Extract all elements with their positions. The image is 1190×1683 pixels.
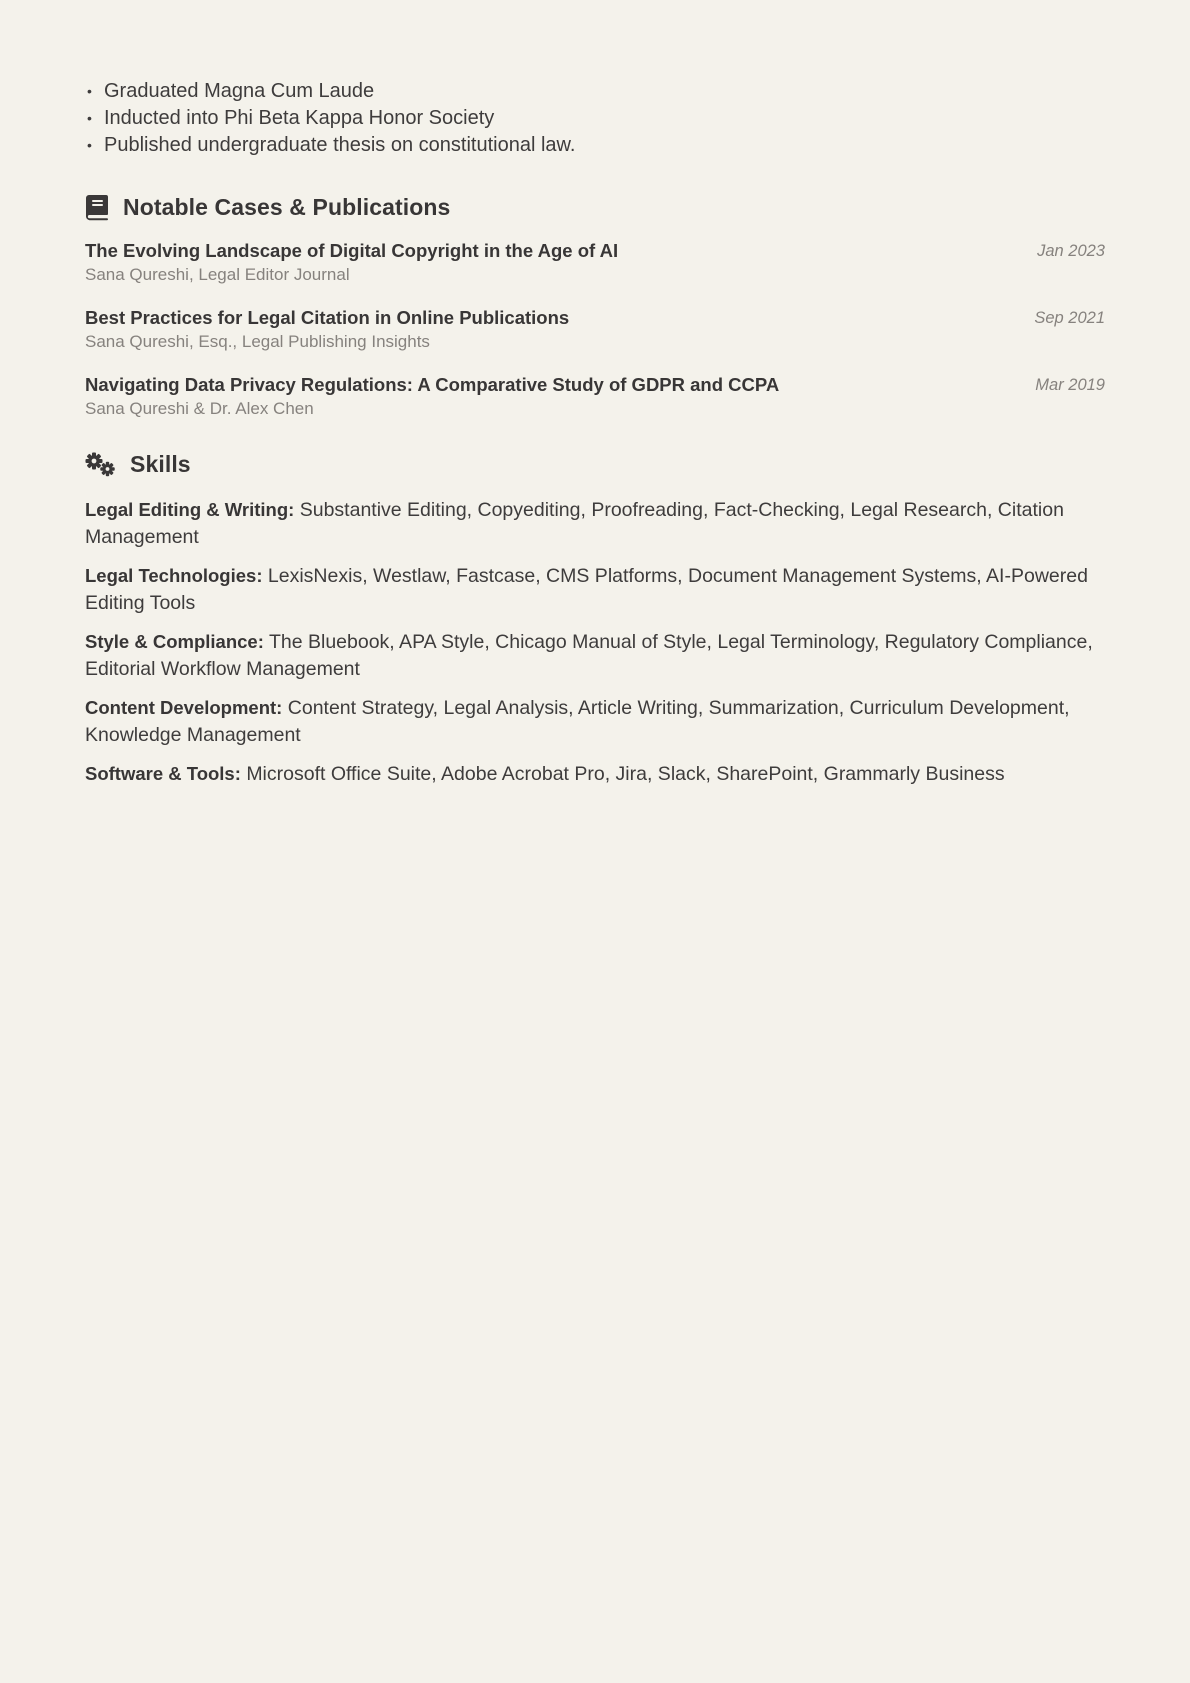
publication-title: The Evolving Landscape of Digital Copyright in the Age of AI [85, 240, 619, 261]
publication-authors: Sana Qureshi & Dr. Alex Chen [85, 399, 314, 418]
achievement-text: Graduated Magna Cum Laude [104, 80, 375, 102]
achievement-text: Published undergraduate thesis on constitutional law. [104, 134, 576, 156]
skill-item [85, 760, 1105, 788]
publication-authors: Sana Qureshi, Legal Editor Journal [85, 265, 350, 284]
skill-value: The Bluebook, APA Style, Chicago Manual of Style, Legal Terminology, Regulatory Compliance, Editorial Workflow Management [85, 631, 1093, 680]
skill-item [85, 562, 1105, 617]
publication-title: Navigating Data Privacy Regulations: A Comparative Study of GDPR and CCPA [85, 374, 780, 395]
list-item: • Inducted into Phi Beta Kappa Honor Society [87, 107, 495, 129]
publication-item [85, 239, 1105, 287]
publication-date: Sep 2021 [1034, 309, 1105, 327]
gears-icon [85, 452, 116, 477]
skill-value: Microsoft Office Suite, Adobe Acrobat Pro, Jira, Slack, SharePoint, Grammarly Business [246, 763, 1005, 785]
list-item: • Graduated Magna Cum Laude [87, 80, 375, 102]
skill-value: Substantive Editing, Copyediting, Proofreading, Fact-Checking, Legal Research, Citation Management [85, 499, 1064, 548]
achievements-list [85, 78, 1105, 159]
publications-heading [85, 194, 1105, 221]
skills-heading [85, 451, 1105, 478]
skill-label: Style & Compliance: [85, 631, 264, 652]
skill-item [85, 628, 1105, 683]
section-title: Notable Cases & Publications [123, 194, 451, 220]
book-icon [85, 195, 109, 221]
skill-value: LexisNexis, Westlaw, Fastcase, CMS Platforms, Document Management Systems, AI-Powered Editing Tools [85, 565, 1088, 614]
skill-label: Software & Tools: [85, 763, 241, 784]
skill-label: Legal Editing & Writing: [85, 499, 295, 520]
publication-authors: Sana Qureshi, Esq., Legal Publishing Insights [85, 332, 430, 351]
publication-item [85, 306, 1105, 354]
publication-date: Mar 2019 [1035, 376, 1105, 394]
skill-value: Content Strategy, Legal Analysis, Article Writing, Summarization, Curriculum Development, Knowledge Management [85, 697, 1070, 746]
list-item: • Published undergraduate thesis on constitutional law. [87, 134, 576, 156]
skill-item [85, 496, 1105, 551]
publication-date: Jan 2023 [1037, 242, 1105, 260]
achievement-text: Inducted into Phi Beta Kappa Honor Society [104, 107, 495, 129]
skill-label: Legal Technologies: [85, 565, 263, 586]
section-title: Skills [130, 451, 191, 477]
skill-item [85, 694, 1105, 749]
publication-item [85, 373, 1105, 421]
skill-label: Content Development: [85, 697, 283, 718]
publication-title: Best Practices for Legal Citation in Online Publications [85, 307, 570, 328]
